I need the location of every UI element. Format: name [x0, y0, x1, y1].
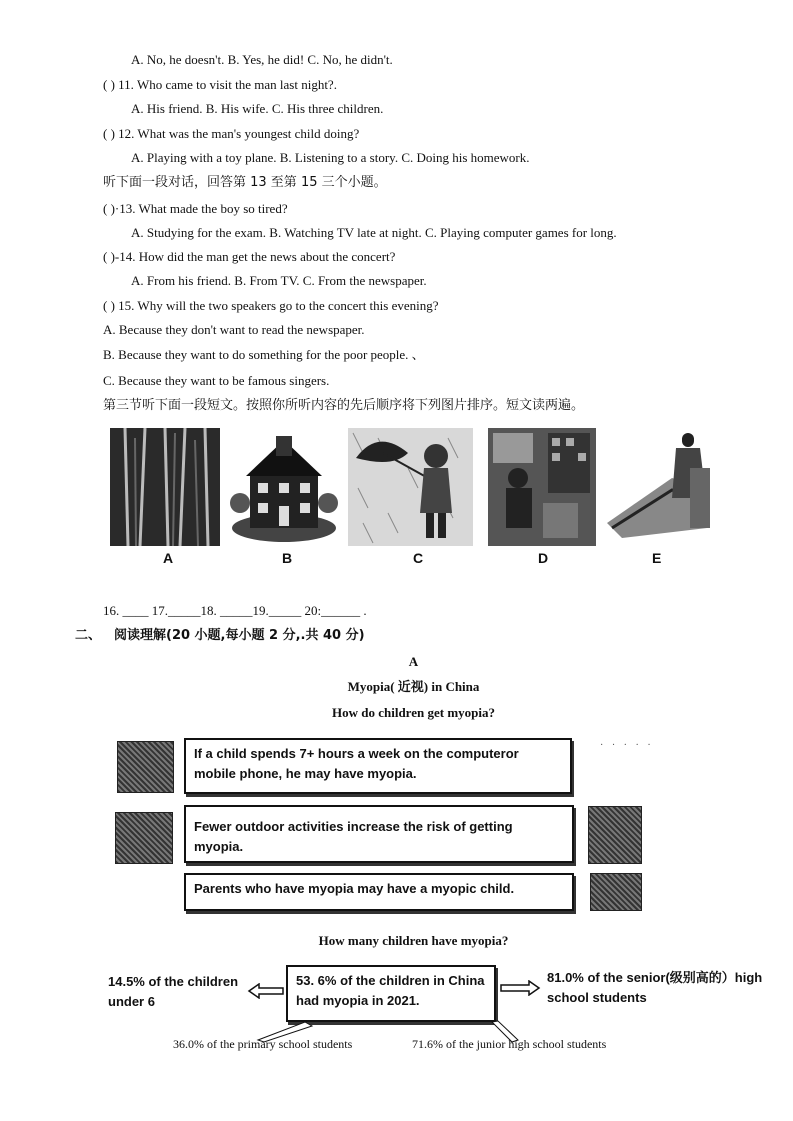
passage-label: A: [408, 654, 419, 669]
section3-instruction: 第三节听下面一段短文。按照你所听内容的先后顺序将下列图片排序。短文读两遍。: [103, 398, 585, 413]
picture-label-c: C: [413, 550, 424, 566]
stat-primary-school: 36.0% of the primary school students: [173, 1037, 353, 1051]
q14-question: ( )-14. How did the man get the news about the concert?: [103, 249, 396, 264]
subtitle-how-get-myopia: How do children get myopia?: [332, 705, 495, 720]
q13-question: ( )·13. What made the boy so tired?: [103, 201, 288, 216]
picture-a-forest: [110, 428, 220, 546]
q11-options: A. His friend. B. His wife. C. His three children.: [131, 101, 384, 116]
arrow-left-icon: [247, 983, 285, 999]
q13-options: A. Studying for the exam. B. Watching TV late at night. C. Playing computer games for long.: [131, 225, 617, 240]
stat-senior-high: 81.0% of the senior(级别高的）high school students: [547, 970, 763, 1005]
answer-blanks: 16. ____ 17._____18. _____19._____ 20:______ .: [103, 603, 367, 618]
picture-c-umbrella-rain: [348, 428, 473, 546]
picture-label-a: A: [163, 550, 174, 566]
noise-dots: · · · · ·: [600, 740, 654, 751]
picture-label-e: E: [652, 550, 662, 566]
computer-user-image: [117, 741, 174, 793]
subtitle-how-many: How many children have myopia?: [318, 933, 509, 948]
outdoor-image: [115, 812, 173, 864]
reading-section-title: 阅读理解(20 小题,每小题 2 分,.共 40 分): [114, 628, 365, 643]
q14-options: A. From his friend. B. From TV. C. From the newspaper.: [131, 273, 427, 288]
section-13-15-instruction: 听下面一段对话，回答第 13 至第 15 三个小题。: [103, 175, 387, 190]
stat-under-6: 14.5% of the children under 6: [108, 974, 239, 1009]
stat-center-box: 53. 6% of the children in China had myopia in 2021.: [286, 965, 496, 1022]
q15-option-a: A. Because they don't want to read the newspaper.: [103, 322, 365, 337]
child-glasses-image: [588, 806, 642, 864]
cause-box-outdoor: Fewer outdoor activities increase the risk of getting myopia.: [184, 805, 574, 863]
q15-question: ( ) 15. Why will the two speakers go to the concert this evening?: [103, 298, 439, 313]
reading-section-number: 二、: [75, 628, 102, 643]
q11-question: ( ) 11. Who came to visit the man last night?.: [103, 77, 337, 92]
picture-label-b: B: [282, 550, 293, 566]
picture-d-room: [488, 428, 596, 546]
picture-label-d: D: [538, 550, 549, 566]
arrow-right-icon: [499, 980, 541, 996]
picture-e-sofa: [602, 428, 712, 546]
cause-box-parents: Parents who have myopia may have a myopic child.: [184, 873, 574, 911]
q12-question: ( ) 12. What was the man's youngest child doing?: [103, 126, 360, 141]
q10-options: A. No, he doesn't. B. Yes, he did! C. No, he didn't.: [131, 52, 393, 67]
q12-options: A. Playing with a toy plane. B. Listening to a story. C. Doing his homework.: [131, 150, 530, 165]
q15-option-b: B. Because they want to do something for the poor people. 、: [103, 347, 425, 362]
stat-junior-high: 71.6% of the junior high school students: [412, 1037, 607, 1051]
parent-child-image: [590, 873, 642, 911]
passage-title: Myopia( 近视) in China: [347, 679, 480, 694]
q15-option-c: C. Because they want to be famous singers.: [103, 373, 330, 388]
picture-b-house: [228, 428, 340, 546]
cause-box-screen-time: If a child spends 7+ hours a week on the computeror mobile phone, he may have myopia.: [184, 738, 572, 794]
